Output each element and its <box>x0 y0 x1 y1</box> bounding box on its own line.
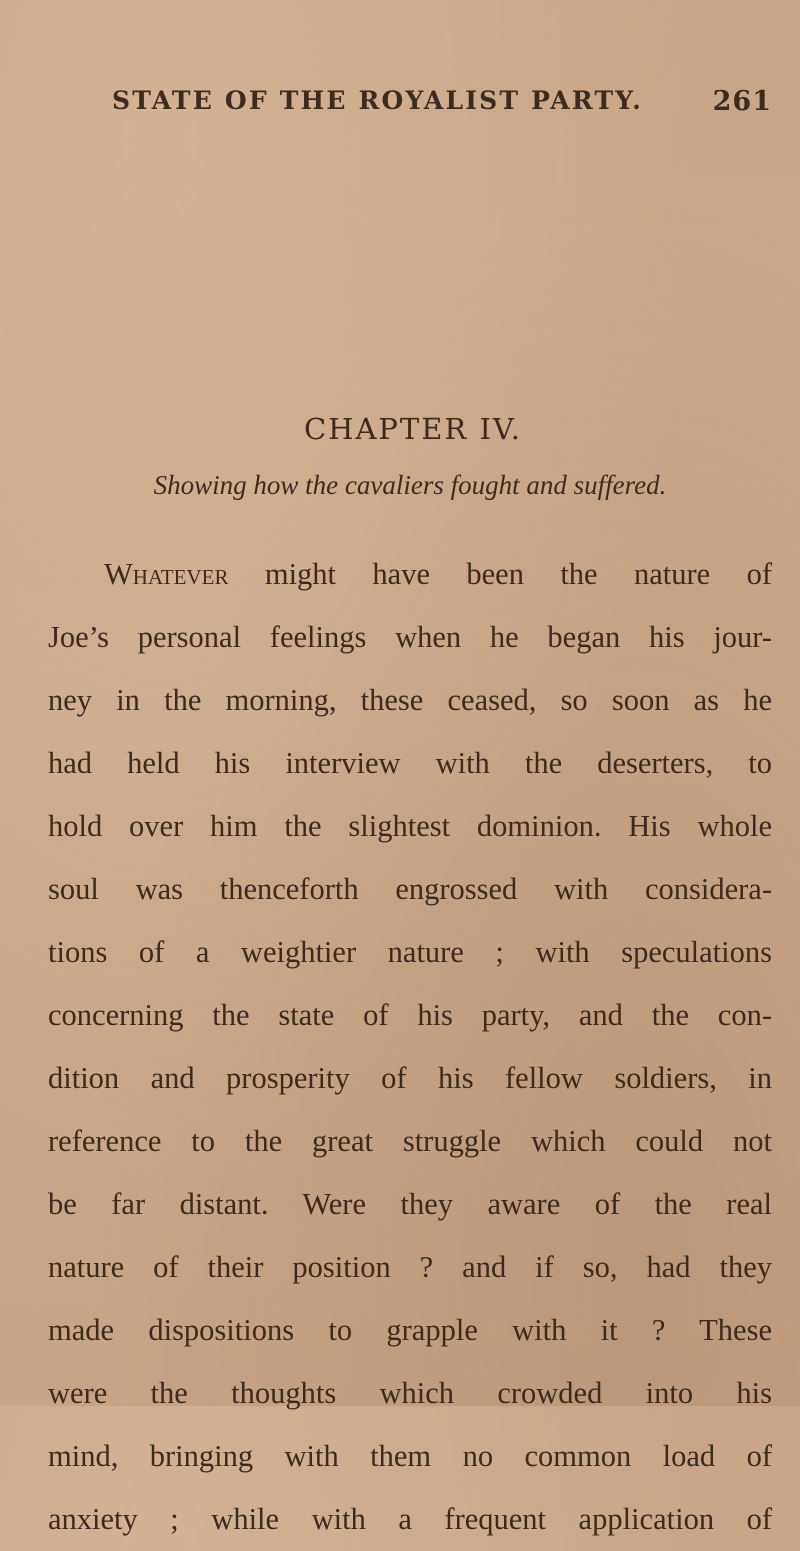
body-line <box>48 543 772 606</box>
body-line: mind, bringing with them no common load of <box>48 1439 772 1473</box>
page-number: 261 <box>712 86 772 117</box>
body-line: tions of a weightier nature ; with speculations <box>48 935 772 969</box>
body-line: Joe’s personal feelings when he began his jour- <box>48 620 772 654</box>
body-line: dition and prosperity of his fellow soldiers, in <box>48 1061 772 1095</box>
opening-word: Whatever <box>104 557 229 591</box>
body-line: concerning the state of his party, and the con- <box>48 998 772 1032</box>
running-head <box>112 86 772 126</box>
body-line: nature of their position ? and if so, had they <box>48 1250 772 1284</box>
body-line: reference to the great struggle which could not <box>48 1124 772 1158</box>
body-line: were the thoughts which crowded into his <box>48 1376 772 1410</box>
body-line: hold over him the slightest dominion. His whole <box>48 809 772 843</box>
body-line: ney in the morning, these ceased, so soon as he <box>48 683 772 717</box>
body-line-text: might have been the nature of <box>228 557 772 591</box>
body-line: be far distant. Were they aware of the real <box>48 1187 772 1221</box>
chapter-heading: CHAPTER IV. <box>303 412 523 446</box>
body-line: anxiety ; while with a frequent application of <box>48 1502 772 1536</box>
body-line: made dispositions to grapple with it ? These <box>48 1313 772 1347</box>
body-line: soul was thenceforth engrossed with considera- <box>48 872 772 906</box>
running-head-title: STATE OF THE ROYALIST PARTY. <box>112 86 643 115</box>
chapter-summary: Showing how the cavaliers fought and suffered. <box>153 470 667 500</box>
body-text <box>48 543 772 1551</box>
body-line: had held his interview with the deserters, to <box>48 746 772 780</box>
